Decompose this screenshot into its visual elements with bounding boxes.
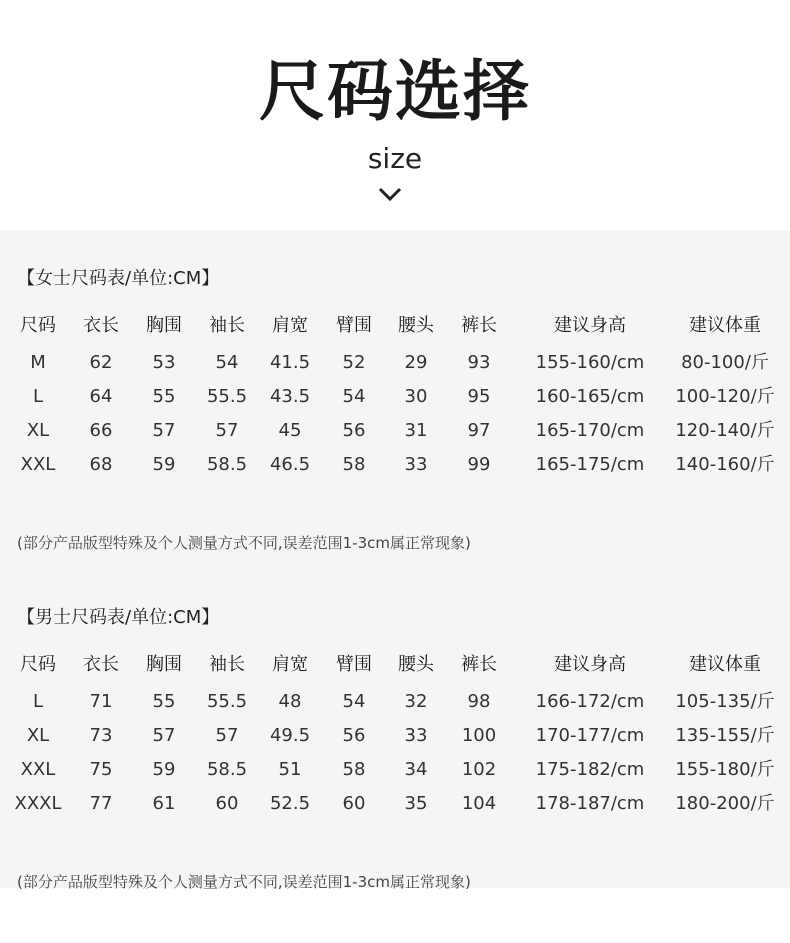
table-cell: 45 [278,420,302,441]
table-cell: 160-165/cm [535,386,645,407]
page-subtitle: size [367,142,423,175]
table-cell: 80-100/斤 [681,352,769,373]
table-cell: 55 [152,691,176,712]
table-cell: 54 [342,691,366,712]
table-cell: 59 [152,454,176,475]
table-cell: XXXL [14,793,62,814]
table-cell: 71 [89,691,113,712]
column-header: 袖长 [209,315,245,336]
table-cell: 135-155/斤 [675,725,775,746]
table-cell: 56 [342,725,366,746]
table-cell: 34 [404,759,428,780]
table-cell: 102 [461,759,497,780]
column-header: 建议身高 [554,654,626,675]
table-cell: 68 [89,454,113,475]
column-header: 袖长 [209,654,245,675]
column-header: 臂围 [336,654,372,675]
column-header: 臂围 [336,315,372,336]
table-cell: 66 [89,420,113,441]
table-cell: 170-177/cm [535,725,645,746]
table-cell: 180-200/斤 [675,793,775,814]
table-cell: 165-170/cm [535,420,645,441]
table-cell: XXL [20,454,56,475]
table-cell: 55 [152,386,176,407]
column-header: 衣长 [83,654,119,675]
table-cell: 100 [461,725,497,746]
table-cell: 58 [342,759,366,780]
table-cell: 75 [89,759,113,780]
table-cell: 54 [215,352,239,373]
men-section-title: 【男士尺码表/单位:CM】 [17,607,220,628]
column-header: 肩宽 [272,315,308,336]
table-cell: 30 [404,386,428,407]
table-cell: 51 [278,759,302,780]
table-cell: 52 [342,352,366,373]
table-cell: 140-160/斤 [675,454,775,475]
table-cell: 73 [89,725,113,746]
table-cell: 29 [404,352,428,373]
table-cell: 104 [461,793,497,814]
table-cell: 58.5 [206,454,248,475]
table-cell: 62 [89,352,113,373]
table-cell: 35 [404,793,428,814]
table-cell: 57 [152,420,176,441]
column-header: 尺码 [20,315,56,336]
column-header: 腰头 [398,315,434,336]
table-cell: 175-182/cm [535,759,645,780]
table-cell: 59 [152,759,176,780]
table-cell: XXL [20,759,56,780]
table-cell: 95 [467,386,491,407]
table-cell: 57 [215,420,239,441]
table-cell: 58.5 [206,759,248,780]
table-cell: M [30,352,46,373]
table-cell: 178-187/cm [535,793,645,814]
table-cell: 33 [404,454,428,475]
column-header: 裤长 [461,654,497,675]
table-cell: 165-175/cm [535,454,645,475]
table-cell: 98 [467,691,491,712]
table-cell: 99 [467,454,491,475]
column-header: 尺码 [20,654,56,675]
table-cell: 77 [89,793,113,814]
column-header: 衣长 [83,315,119,336]
table-cell: L [32,691,44,712]
column-header: 建议体重 [689,315,761,336]
table-cell: 166-172/cm [535,691,645,712]
size-chart-panel [0,230,790,891]
table-cell: XL [26,725,50,746]
table-cell: 97 [467,420,491,441]
table-cell: 32 [404,691,428,712]
table-cell: 49.5 [269,725,311,746]
page-header [0,0,790,230]
table-cell: 41.5 [269,352,311,373]
table-cell: 46.5 [269,454,311,475]
table-cell: 43.5 [269,386,311,407]
table-cell: 155-160/cm [535,352,645,373]
column-header: 胸围 [146,654,182,675]
table-cell: 54 [342,386,366,407]
column-header: 腰头 [398,654,434,675]
table-cell: 120-140/斤 [675,420,775,441]
table-cell: 56 [342,420,366,441]
table-cell: 55.5 [206,386,248,407]
column-header: 建议身高 [554,315,626,336]
chevron-down-icon [377,186,403,202]
table-cell: 57 [152,725,176,746]
table-cell: 155-180/斤 [675,759,775,780]
table-cell: 48 [278,691,302,712]
table-cell: 100-120/斤 [675,386,775,407]
table-cell: 57 [215,725,239,746]
table-cell: L [32,386,44,407]
men-size-note: (部分产品版型特殊及个人测量方式不同,误差范围1-3cm属正常现象) [17,873,471,891]
column-header: 裤长 [461,315,497,336]
women-section-title: 【女士尺码表/单位:CM】 [17,268,220,289]
table-cell: 33 [404,725,428,746]
table-cell: 31 [404,420,428,441]
column-header: 建议体重 [689,654,761,675]
page-title: 尺码选择 [259,53,531,130]
table-cell: XL [26,420,50,441]
column-header: 肩宽 [272,654,308,675]
table-cell: 52.5 [269,793,311,814]
table-cell: 53 [152,352,176,373]
table-cell: 64 [89,386,113,407]
table-cell: 55.5 [206,691,248,712]
table-cell: 58 [342,454,366,475]
column-header: 胸围 [146,315,182,336]
table-cell: 61 [152,793,176,814]
women-size-note: (部分产品版型特殊及个人测量方式不同,误差范围1-3cm属正常现象) [17,534,471,552]
table-cell: 60 [215,793,239,814]
table-cell: 60 [342,793,366,814]
table-cell: 93 [467,352,491,373]
table-cell: 105-135/斤 [675,691,775,712]
